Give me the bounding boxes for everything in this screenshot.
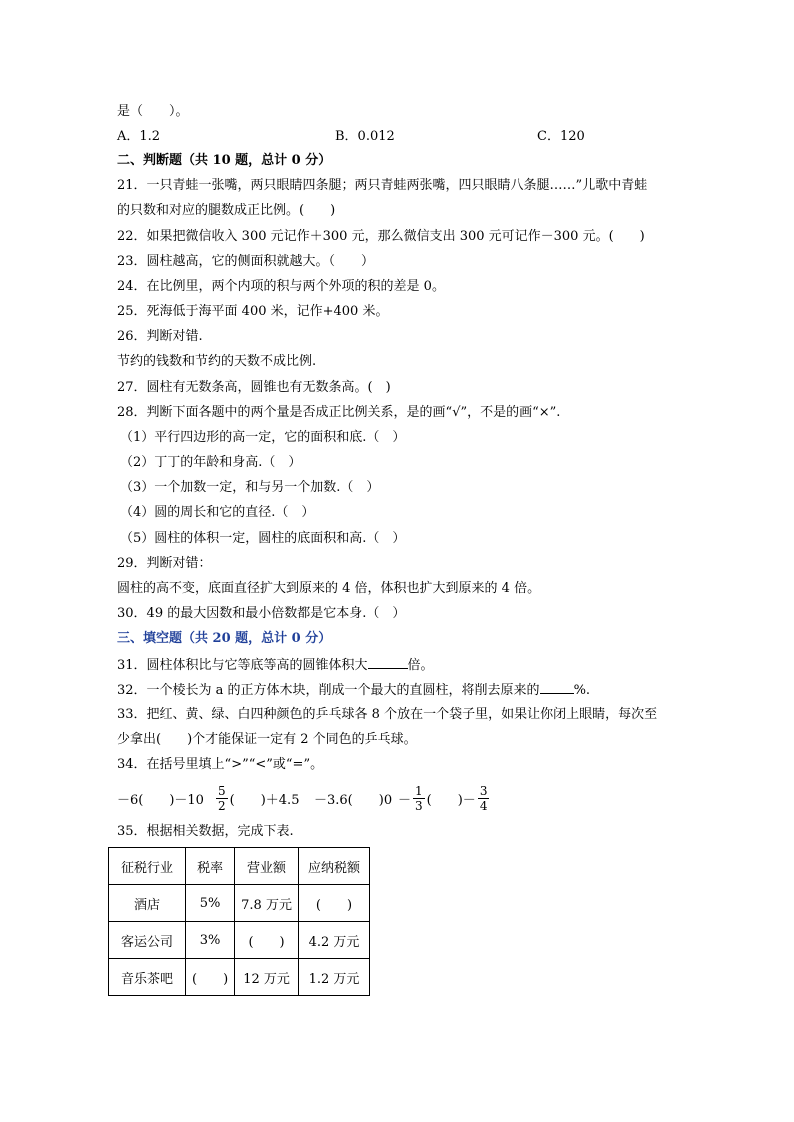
q28: 28．判断下面各题中的两个量是否成正比例关系，是的画“√”，不是的画“×”.	[117, 405, 561, 420]
q31	[117, 655, 434, 675]
q28-item-4: （4）圆的周长和它的直径.（ ）	[120, 505, 315, 520]
table-cell: 4.2 万元	[298, 922, 369, 959]
q21-line2: 的只数和对应的腿数成正比例。( )	[117, 203, 336, 218]
fraction-denominator: 4	[479, 798, 488, 813]
table-cell: 音乐茶吧	[109, 959, 186, 996]
q30: 30．49 的最大因数和最小倍数都是它本身.（ ）	[117, 606, 406, 621]
q28-item-2: （2）丁丁的年龄和身高.（ ）	[120, 455, 302, 470]
table-row	[109, 959, 370, 996]
q34-compare-4	[398, 778, 491, 818]
section-heading-judgement: 二、判断题（共 10 题，总计 0 分）	[117, 153, 332, 168]
q26-line2: 节约的钱数和节约的天数不成比例.	[117, 354, 317, 369]
q21-line1: 21．一只青蛙一张嘴，两只眼睛四条腿；两只青蛙两张嘴，四只眼睛八条腿……”儿歌中青蛙	[117, 178, 648, 193]
table-answer-cell[interactable]: ( )	[298, 885, 369, 922]
fraction-one-third	[413, 784, 425, 813]
fraction-numerator: 5	[218, 783, 226, 798]
q27: 27．圆柱有无数条高，圆锥也有无数条高。( )	[117, 380, 391, 395]
q33-line2: 少拿出( )个才能保证一定有 2 个同色的乒乓球。	[117, 732, 417, 747]
q32-text: 32．一个棱长为 a 的正方体木块，削成一个最大的直圆柱，将削去原来的	[117, 683, 540, 698]
q20-option-a: A．1.2	[117, 129, 161, 144]
q23: 23．圆柱越高，它的侧面积就越大。（ ）	[117, 254, 375, 269]
fraction-five-halves	[216, 784, 228, 813]
table-header-row	[109, 848, 370, 885]
table-cell: 客运公司	[109, 922, 186, 959]
q24: 24．在比例里，两个内项的积与两个外项的积的差是 0。	[117, 279, 445, 294]
fraction-denominator: 3	[415, 798, 423, 813]
q34-compare-1	[117, 778, 204, 818]
q34-compare-4-minus: －	[398, 792, 412, 808]
q31-suffix: 倍。	[407, 658, 434, 673]
table-row	[109, 885, 370, 922]
q29-line1: 29．判断对错：	[117, 556, 212, 571]
fraction-three-quarters	[478, 784, 490, 813]
table-header-cell: 应纳税额	[298, 848, 369, 885]
q32	[117, 680, 590, 700]
q34-compare-1-text: －6( )－10	[117, 792, 204, 808]
q25: 25．死海低于海平面 400 米，记作+400 米。	[117, 304, 389, 319]
table-answer-cell[interactable]: ( )	[235, 922, 299, 959]
table-cell: 12 万元	[235, 959, 299, 996]
q20-option-c: C．120	[537, 129, 585, 144]
fraction-denominator: 2	[218, 798, 226, 813]
q34-compare-3-text: －3.6( )0	[314, 792, 393, 808]
fraction-numerator: 1	[415, 783, 423, 798]
table-cell: 5%	[186, 885, 235, 922]
table-cell: 3%	[186, 922, 235, 959]
q31-text: 31．圆柱体积比与它等底等高的圆锥体积大	[117, 658, 368, 673]
q26-line1: 26．判断对错.	[117, 329, 203, 344]
q22: 22．如果把微信收入 300 元记作＋300 元，那么微信支出 300 元可记作－300 元。( )	[117, 229, 645, 244]
table-answer-cell[interactable]: ( )	[186, 959, 235, 996]
q29-line2: 圆柱的高不变，底面直径扩大到原来的 4 倍，体积也扩大到原来的 4 倍。	[117, 581, 541, 596]
q28-item-3: （3）一个加数一定，和与另一个加数.（ ）	[120, 480, 380, 495]
table-header-cell: 征税行业	[109, 848, 186, 885]
q34-compare-4-text: ( )－	[426, 792, 476, 808]
tax-table	[108, 847, 370, 996]
q32-answer-blank[interactable]	[540, 680, 574, 694]
table-cell: 1.2 万元	[298, 959, 369, 996]
q35: 35．根据相关数据，完成下表.	[117, 824, 294, 839]
table-cell: 酒店	[109, 885, 186, 922]
q34: 34．在括号里填上“>”“<”或“=”。	[117, 757, 324, 772]
section-heading-fill: 三、填空题（共 20 题，总计 0 分）	[117, 631, 332, 646]
q32-suffix: %.	[573, 683, 591, 698]
q34-compare-2	[214, 778, 299, 818]
q28-item-1: （1）平行四边形的高一定，它的面积和底.（ ）	[120, 430, 406, 445]
fraction-numerator: 3	[479, 783, 488, 798]
table-row	[109, 922, 370, 959]
q34-compare-3	[314, 778, 392, 818]
q31-answer-blank[interactable]	[368, 655, 408, 669]
q20-option-b: B．0.012	[335, 129, 395, 144]
q28-item-5: （5）圆柱的体积一定，圆柱的底面积和高.（ ）	[120, 531, 406, 546]
q33-line1: 33．把红、黄、绿、白四种颜色的乒乓球各 8 个放在一个袋子里，如果让你闭上眼睛，每次至	[117, 707, 658, 722]
table-header-cell: 营业额	[235, 848, 299, 885]
table-cell: 7.8 万元	[235, 885, 299, 922]
table-header-cell: 税率	[186, 848, 235, 885]
q20-tail: 是（ ）。	[117, 104, 189, 119]
q34-compare-2-text: ( )＋4.5	[229, 792, 300, 808]
